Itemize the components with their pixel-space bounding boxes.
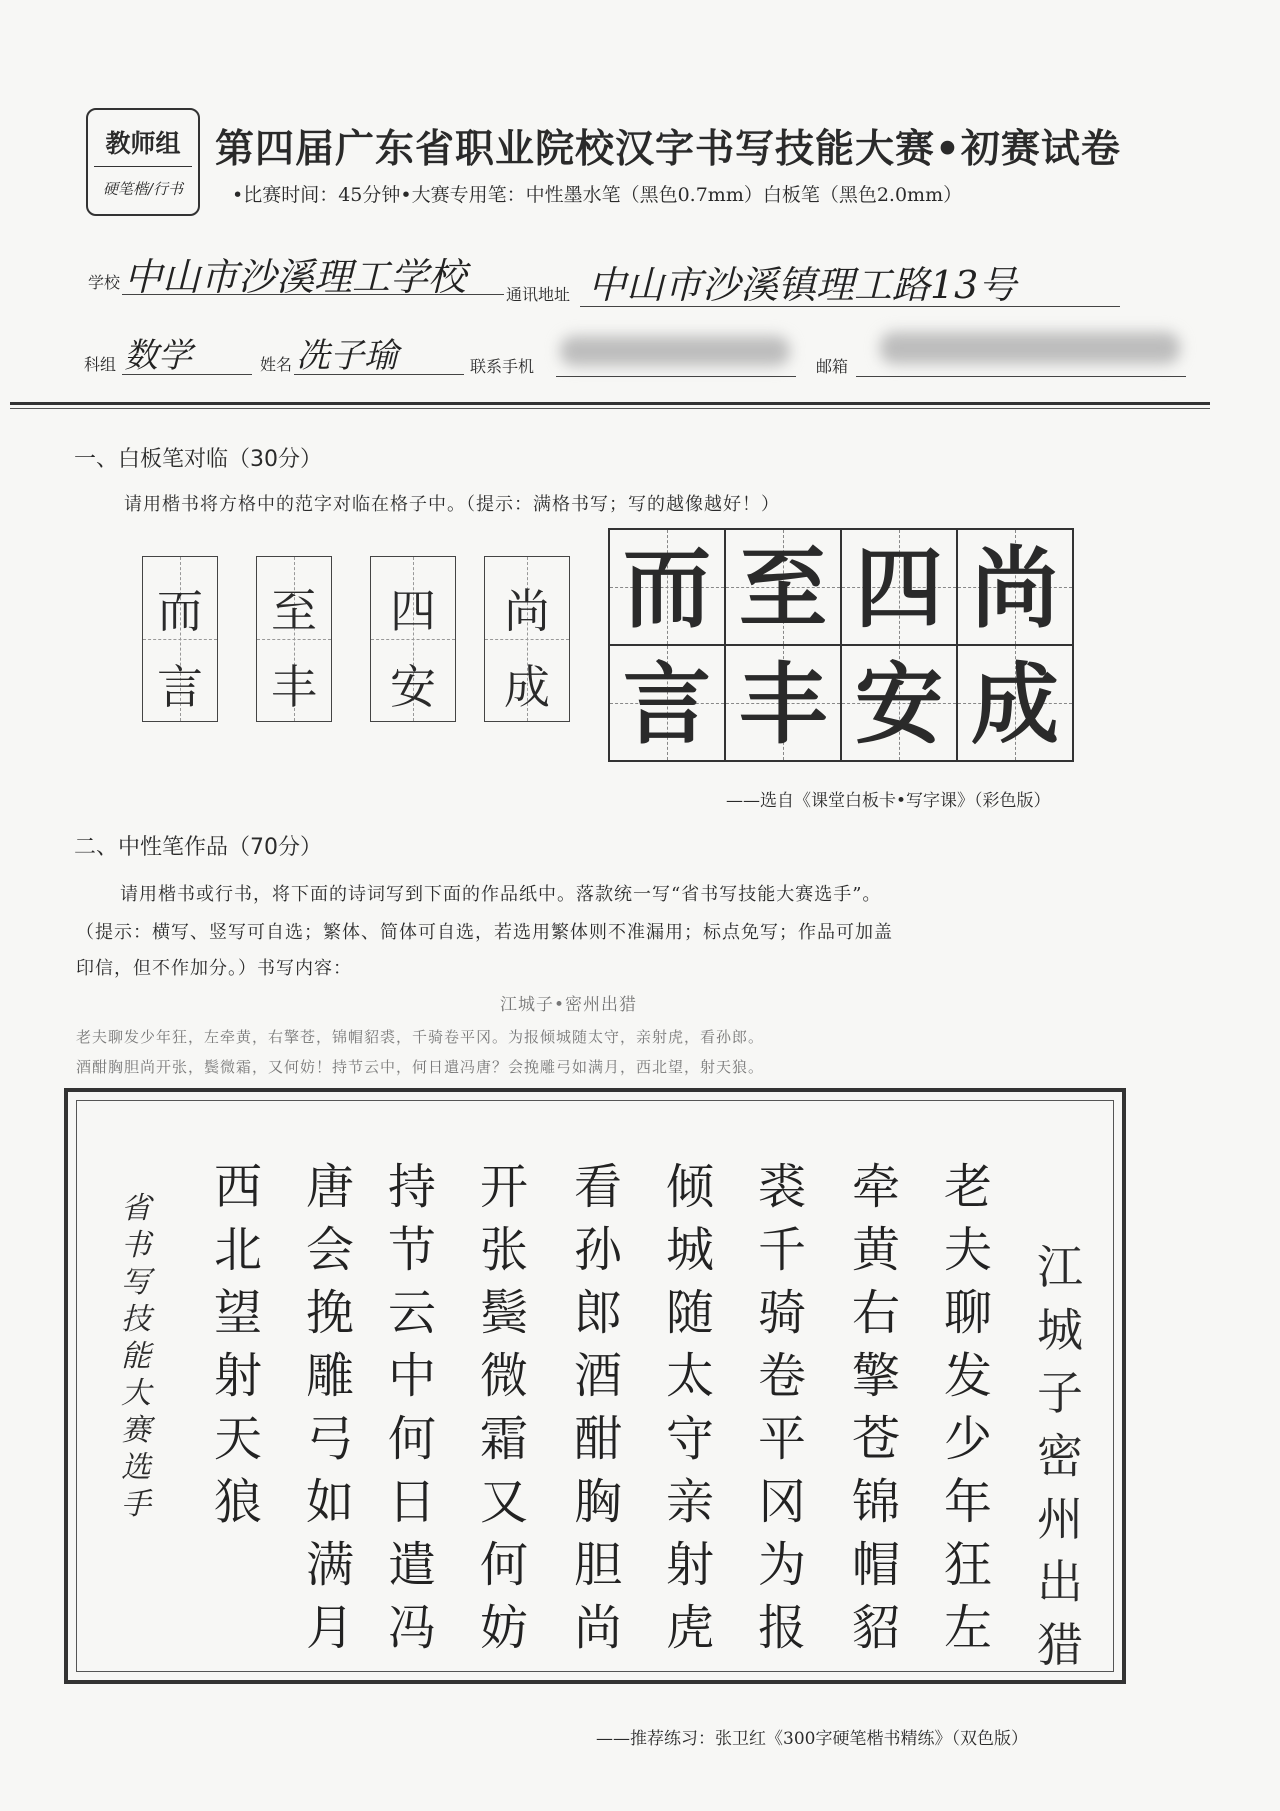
practice-cell-4[interactable] [484,556,570,722]
phone-redacted [560,336,790,366]
model-char-cell [956,528,1074,646]
subject-label: 科组 [84,355,117,374]
exam-title: 第四届广东省职业院校汉字书写技能大赛•初赛试卷 [215,127,1121,172]
artwork-column-5: 看孙郎酒酣胸胆尚 [573,1159,622,1656]
model-char: 安 [854,653,943,756]
email-redacted [880,332,1180,364]
artwork-column-2: 牵黄右擎苍锦帽貂 [851,1159,900,1656]
model-char-cell [724,644,842,762]
section2-heading: 二、中性笔作品（70分） [74,835,322,860]
practice-char: 丰 [271,660,317,714]
artwork-column-8: 唐会挽雕弓如满月 [305,1159,354,1656]
practice-cell-2[interactable] [256,556,332,722]
school-label: 学校 [88,273,121,292]
model-char: 至 [738,537,827,640]
header-divider [10,402,1210,405]
badge-divider [94,166,192,167]
model-source: ——选自《课堂白板卡•写字课》（彩色版） [726,791,1051,811]
subject-field[interactable]: 数学 [124,336,192,376]
section2-instruction-1: 请用楷书或行书，将下面的诗词写到下面的作品纸中。落款统一写“省书写技能大赛选手”。 [120,884,882,905]
section1-instruction: 请用楷书将方格中的范字对临在格子中。（提示：满格书写；写的越像越好！） [124,494,780,515]
practice-char: 成 [504,660,550,714]
model-char: 言 [622,653,711,756]
section2-instruction-3: 印信，但不作加分。）书写内容： [76,958,352,979]
practice-cell-3[interactable] [370,556,456,722]
practice-cell-1[interactable] [142,556,218,722]
header-divider-thin [10,408,1210,409]
phone-underline [556,376,796,377]
practice-char: 言 [157,660,203,714]
address-underline [580,306,1120,307]
model-char-cell [724,528,842,646]
address-label: 通讯地址 [506,285,571,304]
phone-label: 联系手机 [470,357,535,376]
artwork-column-4: 倾城随太守亲射虎 [665,1159,714,1656]
practice-char: 而 [157,584,203,638]
school-field[interactable]: 中山市沙溪理工学校 [124,255,467,299]
exam-rules: •比赛时间：45分钟•大赛专用笔：中性墨水笔（黑色0.7mm）白板笔（黑色2.0mm） [232,184,963,206]
model-char-cell [840,528,958,646]
model-char-cell [840,644,958,762]
practice-char: 安 [390,660,436,714]
poem-title: 江城子•密州出猎 [500,995,638,1015]
artwork-column-6: 开张鬓微霜又何妨 [479,1159,528,1656]
artwork-column-9: 西北望射天狼 [213,1159,262,1530]
practice-char: 尚 [504,584,550,638]
artwork-title-column: 江城子密州出猎 [1037,1240,1083,1672]
name-label: 姓名 [260,355,293,374]
name-field[interactable]: 冼子瑜 [296,336,398,376]
practice-char: 至 [271,584,317,638]
email-underline [856,376,1186,377]
artwork-signature: 省书写技能大赛选手 [121,1191,151,1522]
poem-line-2: 酒酣胸胆尚开张，鬓微霜，又何妨！持节云中，何日遣冯唐？会挽雕弓如满月，西北望，射天狼。 [76,1058,765,1076]
email-label: 邮箱 [816,357,849,376]
model-char-cell [956,644,1074,762]
practice-recommendation: ——推荐练习：张卫红《300字硬笔楷书精练》（双色版） [596,1729,1028,1749]
name-underline [294,374,464,375]
group-badge [86,108,200,216]
section2-instruction-2: （提示：横写、竖写可自选；繁体、简体可自选，若选用繁体则不准漏用；标点免写；作品可加盖 [76,922,893,943]
poem-line-1: 老夫聊发少年狂，左牵黄，右擎苍，锦帽貂裘，千骑卷平冈。为报倾城随太守，亲射虎，看孙郎。 [76,1028,765,1046]
artwork-column-7: 持节云中何日遣冯 [387,1159,436,1656]
badge-group-label: 教师组 [105,129,181,158]
artwork-column-1: 老夫聊发少年狂左 [943,1159,992,1656]
model-char: 尚 [970,537,1059,640]
section1-heading: 一、白板笔对临（30分） [74,447,322,472]
artwork-column-3: 裘千骑卷平冈为报 [757,1159,806,1656]
school-underline [122,294,504,295]
subject-underline [122,374,252,375]
model-char: 四 [854,537,943,640]
model-char: 而 [622,537,711,640]
address-field[interactable]: 中山市沙溪镇理工路13号 [588,263,1017,307]
badge-category-label: 硬笔楷/行书 [102,180,184,198]
model-char: 丰 [738,653,827,756]
practice-char: 四 [390,584,436,638]
model-char: 成 [970,653,1059,756]
model-char-cell [608,644,726,762]
model-char-cell [608,528,726,646]
